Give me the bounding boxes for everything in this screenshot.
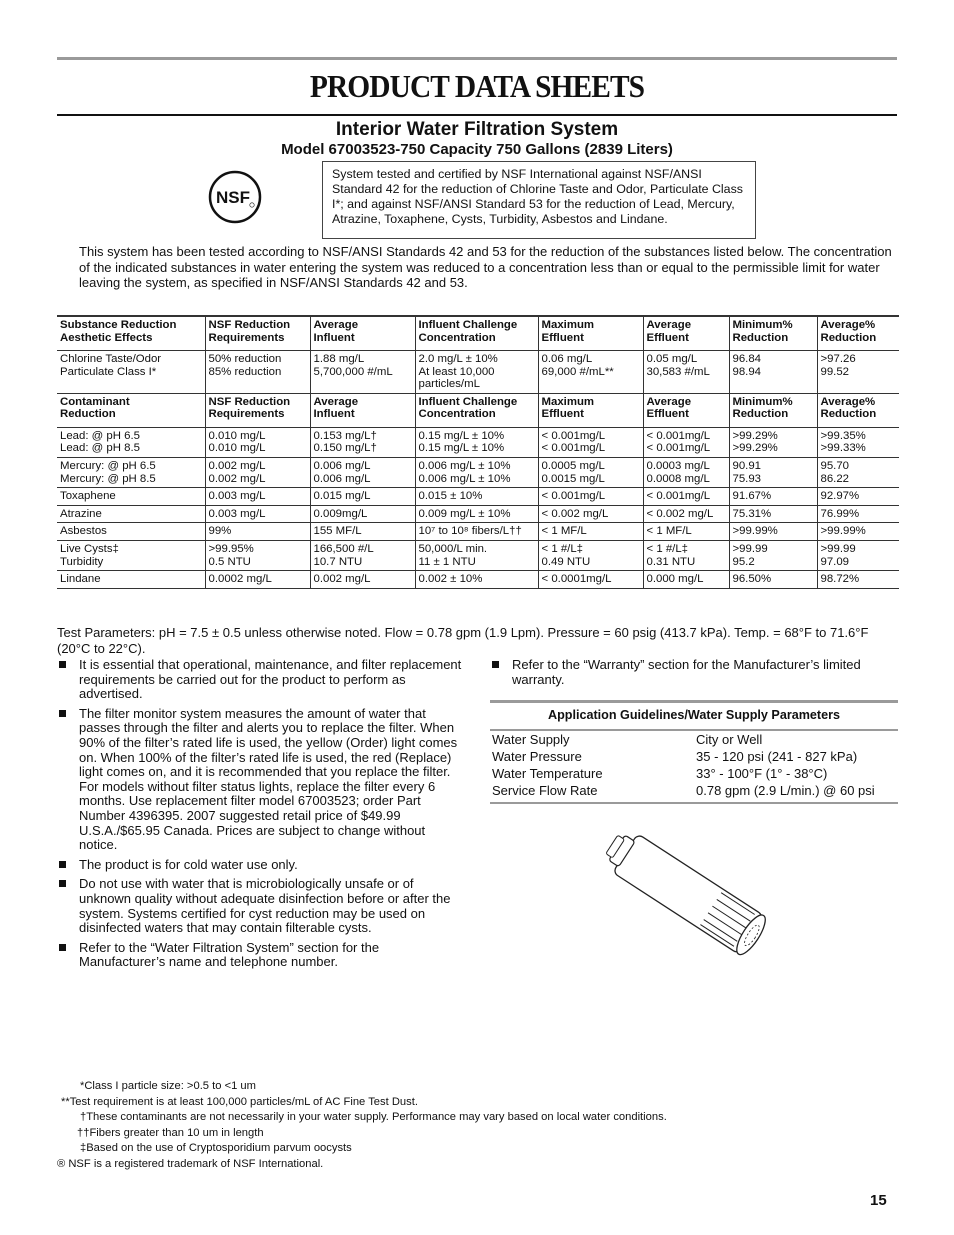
table-row — [57, 571, 899, 589]
table-header-cell: Maximum Effluent — [538, 393, 643, 427]
table-header-cell: Influent Challenge Concentration — [415, 316, 538, 351]
list-item — [57, 858, 467, 873]
list-item — [57, 877, 467, 935]
table-header-cell: NSF Reduction Requirements — [205, 316, 310, 351]
list-item-text: Do not use with water that is microbiologically unsafe or of unknown quality without adequate disinfection before or after the system. Systems certified for cyst reduction may be used on disinfected waters that may contain filterable cysts. — [79, 876, 451, 936]
table-cell: 0.006 mg/L ± 10% 0.006 mg/L ± 10% — [415, 457, 538, 487]
table-cell: >99.99% — [729, 523, 817, 541]
table-cell: 2.0 mg/L ± 10% At least 10,000 particles/mL — [415, 351, 538, 394]
list-item-text: The product is for cold water use only. — [79, 856, 298, 872]
table-header-cell: Maximum Effluent — [538, 316, 643, 351]
table-header-cell: Minimum% Reduction — [729, 316, 817, 351]
table-cell: < 1 #/L‡ 0.31 NTU — [643, 540, 729, 570]
list-item-text: It is essential that operational, maintenance, and filter replacement requirements be carried out for the product to perform as advertised. — [79, 657, 462, 702]
table-cell: 0.003 mg/L — [205, 488, 310, 506]
table-cell: 0.002 mg/L 0.002 mg/L — [205, 457, 310, 487]
bullet-square-icon — [59, 944, 66, 951]
intro-paragraph: This system has been tested according to NSF/ANSI Standards 42 and 53 for the reduction of the substances listed below. The concentration of the indicated substances in water entering the system was reduced to a concentration less than or equal to the permissible limit for water leaving the system, as specified in NSF/ANSI Standards 42 and 53. — [79, 244, 892, 290]
list-item-text: The filter monitor system measures the amount of water that passes through the filter and alerts you to replace the filter. When 90% of the filter’s rated life is used, the yellow (Order) light comes on. When 100% of the filter’s rated life is used, the red (Replace) light comes on, and it is recommended that you replace the filter. For models without filter status lights, replace the filter every 6 months. Use replacement filter model 67003523; order Part Number 4396395. 2007 suggested retail price of $49.99 U.S.A./$65.95 Canada. Prices are subject to change without notice. — [79, 705, 458, 853]
table-cell: Asbestos — [60, 525, 107, 538]
table-cell: < 0.002 mg/L — [538, 505, 643, 523]
certification-statement: System tested and certified by NSF International against NSF/ANSI Standard 42 for the reduction of Chlorine Taste and Odor, Particulate Class I*; and against NSF/ANSI Standard 53 for the reduction of Lead, Mercury, Atrazine, Toxaphene, Cysts, Turbidity, Asbestos and Lindane. — [322, 161, 756, 239]
top-divider — [57, 57, 897, 60]
bullet-square-icon — [59, 861, 66, 868]
guideline-value: 33° - 100°F (1° - 38°C) — [696, 766, 828, 781]
table-row — [57, 540, 899, 570]
table-cell: 10⁷ to 10⁸ fibers/L†† — [415, 523, 538, 541]
table-header-cell: Average Influent — [310, 316, 415, 351]
table-cell: Live Cysts‡ Turbidity — [60, 542, 119, 568]
table-row — [57, 351, 899, 394]
table-cell: 50% reduction 85% reduction — [205, 351, 310, 394]
model-line: Model 67003523-750 Capacity 750 Gallons (2839 Liters) — [281, 141, 673, 158]
table-cell: < 0.002 mg/L — [643, 505, 729, 523]
guideline-value: 35 - 120 psi (241 - 827 kPa) — [696, 749, 858, 764]
list-item — [57, 707, 467, 853]
table-header-row — [57, 316, 899, 351]
performance-data-table — [57, 315, 899, 589]
guidelines-bottom-rule — [490, 802, 898, 804]
test-parameters: Test Parameters: pH = 7.5 ± 0.5 unless otherwise noted. Flow = 0.78 gpm (1.9 Lpm). Pressure = 60 psig (413.7 kPa). Temp. = 68°F to 71.6°F (20°C to 22°C). — [57, 625, 869, 656]
table-header-cell: Contaminant Reduction — [60, 395, 130, 421]
table-cell: < 0.001mg/L < 0.001mg/L — [538, 427, 643, 457]
table-cell: 92.97% — [817, 488, 899, 506]
table-header-cell: Average Effluent — [643, 393, 729, 427]
table-header-cell: Average% Reduction — [817, 393, 899, 427]
table-cell: Atrazine — [60, 507, 102, 520]
table-row — [57, 457, 899, 487]
table-cell: 76.99% — [817, 505, 899, 523]
table-cell: < 1 MF/L — [538, 523, 643, 541]
footnote: ‡Based on the use of Cryptosporidium parvum oocysts — [80, 1142, 352, 1155]
table-cell: 99% — [205, 523, 310, 541]
table-cell: < 0.001mg/L — [643, 488, 729, 506]
notes-list-right — [490, 658, 900, 692]
footnote: †These contaminants are not necessarily in your water supply. Performance may vary based on local water conditions. — [80, 1111, 667, 1124]
table-cell: 0.0003 mg/L 0.0008 mg/L — [643, 457, 729, 487]
table-cell: >99.99 97.09 — [817, 540, 899, 570]
table-cell: 0.002 ± 10% — [415, 571, 538, 589]
list-item-text: Refer to the “Warranty” section for the Manufacturer’s limited warranty. — [512, 657, 861, 687]
table-cell: 96.84 98.94 — [729, 351, 817, 394]
table-header-cell: Substance Reduction Aesthetic Effects — [60, 319, 177, 344]
guideline-row — [492, 731, 896, 748]
bullet-square-icon — [59, 710, 66, 717]
table-cell: 0.002 mg/L — [310, 571, 415, 589]
guideline-label: Water Supply — [492, 732, 570, 747]
list-item — [57, 941, 467, 970]
table-row — [57, 523, 899, 541]
table-cell: 90.91 75.93 — [729, 457, 817, 487]
table-cell: Lead: @ pH 6.5 Lead: @ pH 8.5 — [60, 429, 140, 455]
table-cell: >99.29% >99.29% — [729, 427, 817, 457]
guidelines-top-rule — [490, 700, 898, 703]
list-item — [490, 658, 900, 687]
table-cell: < 0.001mg/L — [538, 488, 643, 506]
title-divider — [57, 114, 897, 116]
table-cell: >99.99 95.2 — [729, 540, 817, 570]
table-cell: < 0.0001mg/L — [538, 571, 643, 589]
table-header-cell: NSF Reduction Requirements — [205, 393, 310, 427]
table-cell: 50,000/L min. 11 ± 1 NTU — [415, 540, 538, 570]
table-cell: 0.05 mg/L 30,583 #/mL — [643, 351, 729, 394]
table-cell: < 0.001mg/L < 0.001mg/L — [643, 427, 729, 457]
table-cell: 0.0002 mg/L — [205, 571, 310, 589]
table-cell: 0.06 mg/L 69,000 #/mL** — [538, 351, 643, 394]
table-cell: 0.010 mg/L 0.010 mg/L — [205, 427, 310, 457]
footnote: *Class I particle size: >0.5 to <1 um — [80, 1080, 256, 1092]
table-cell: 155 MF/L — [310, 523, 415, 541]
table-cell: 95.70 86.22 — [817, 457, 899, 487]
table-cell: 0.015 mg/L — [310, 488, 415, 506]
bullet-square-icon — [492, 661, 499, 668]
table-header-cell: Average% Reduction — [817, 316, 899, 351]
table-cell: >99.99% — [817, 523, 899, 541]
table-cell: 166,500 #/L 10.7 NTU — [310, 540, 415, 570]
table-cell: 75.31% — [729, 505, 817, 523]
table-header-cell: Minimum% Reduction — [729, 393, 817, 427]
table-header-row — [57, 393, 899, 427]
table-header-cell: Average Influent — [310, 393, 415, 427]
guideline-row — [492, 748, 896, 765]
notes-list-left — [57, 658, 467, 975]
guideline-label: Water Pressure — [492, 749, 582, 764]
bullet-square-icon — [59, 880, 66, 887]
table-cell: 1.88 mg/L 5,700,000 #/mL — [310, 351, 415, 394]
table-cell: 0.009mg/L — [310, 505, 415, 523]
table-cell: >99.95% 0.5 NTU — [205, 540, 310, 570]
table-cell: 0.003 mg/L — [205, 505, 310, 523]
nsf-logo-text: NSF — [216, 188, 250, 207]
table-header-cell: Average Effluent — [643, 316, 729, 351]
table-cell: Lindane — [60, 573, 101, 586]
guideline-value: 0.78 gpm (2.9 L/min.) @ 60 psi — [696, 783, 875, 798]
table-cell: 0.006 mg/L 0.006 mg/L — [310, 457, 415, 487]
table-cell: 98.72% — [817, 571, 899, 589]
guideline-row — [492, 765, 896, 782]
nsf-logo-icon — [208, 170, 262, 224]
page-title: PRODUCT DATA SHEETS — [309, 68, 645, 104]
list-item — [57, 658, 467, 702]
water-filter-cartridge-image — [586, 822, 788, 962]
table-header-cell: Influent Challenge Concentration — [415, 393, 538, 427]
table-cell: 96.50% — [729, 571, 817, 589]
guidelines-table — [492, 731, 896, 799]
table-row — [57, 505, 899, 523]
page-number: 15 — [870, 1192, 887, 1209]
guidelines-title: Application Guidelines/Water Supply Parameters — [547, 708, 841, 722]
table-cell: Chlorine Taste/Odor Particulate Class I* — [60, 353, 162, 378]
bullet-square-icon — [59, 661, 66, 668]
footnotes — [57, 1079, 897, 1173]
list-item-text: Refer to the “Water Filtration System” section for the Manufacturer’s name and telephone number. — [79, 939, 380, 970]
table-cell: 0.153 mg/L† 0.150 mg/L† — [310, 427, 415, 457]
table-cell: Toxaphene — [60, 490, 116, 503]
table-cell: Mercury: @ pH 6.5 Mercury: @ pH 8.5 — [60, 459, 156, 485]
table-cell: >97.26 99.52 — [817, 351, 899, 394]
product-name: Interior Water Filtration System — [335, 119, 619, 140]
table-cell: 91.67% — [729, 488, 817, 506]
table-row — [57, 427, 899, 457]
guideline-label: Water Temperature — [492, 766, 603, 781]
guideline-value: City or Well — [696, 732, 763, 747]
table-cell: 0.000 mg/L — [643, 571, 729, 589]
footnote: ††Fibers greater than 10 um in length — [77, 1126, 264, 1139]
table-cell: < 1 #/L‡ 0.49 NTU — [538, 540, 643, 570]
table-cell: >99.35% >99.33% — [817, 427, 899, 457]
guideline-label: Service Flow Rate — [492, 783, 598, 798]
footnote: **Test requirement is at least 100,000 particles/mL of AC Fine Test Dust. — [61, 1095, 418, 1108]
guideline-row — [492, 782, 896, 799]
table-cell: 0.15 mg/L ± 10% 0.15 mg/L ± 10% — [415, 427, 538, 457]
table-cell: 0.0005 mg/L 0.0015 mg/L — [538, 457, 643, 487]
table-cell: < 1 MF/L — [643, 523, 729, 541]
table-cell: 0.009 mg/L ± 10% — [415, 505, 538, 523]
footnote: ® NSF is a registered trademark of NSF International. — [57, 1157, 324, 1170]
table-row — [57, 488, 899, 506]
table-cell: 0.015 ± 10% — [415, 488, 538, 506]
